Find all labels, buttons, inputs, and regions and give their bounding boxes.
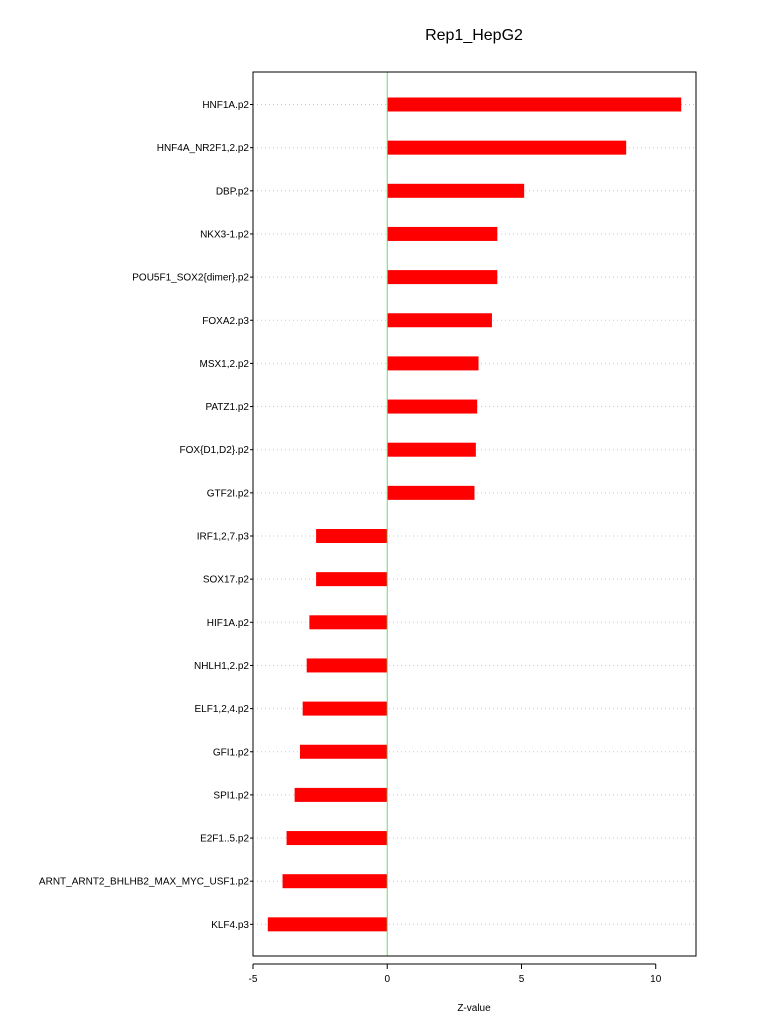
bar <box>387 227 497 241</box>
bar <box>283 874 388 888</box>
y-tick-label: ELF1,2,4.p2 <box>194 704 249 716</box>
bars <box>268 98 681 932</box>
y-tick-label: ARNT_ARNT2_BHLHB2_MAX_MYC_USF1.p2 <box>38 876 249 888</box>
y-tick-label: FOX{D1,D2}.p2 <box>179 445 249 457</box>
y-tick-label: IRF1,2,7.p3 <box>196 531 249 543</box>
bar <box>387 313 492 327</box>
bar <box>387 270 497 284</box>
bar <box>387 486 474 500</box>
bar <box>287 831 388 845</box>
y-tick-label: SPI1.p2 <box>213 790 249 802</box>
y-tick-label: SOX17.p2 <box>202 574 249 586</box>
plot-frame <box>253 72 696 956</box>
y-tick-label: POU5F1_SOX2{dimer}.p2 <box>132 272 249 284</box>
bar <box>268 917 387 931</box>
x-tick-label: 0 <box>384 974 391 985</box>
y-tick-label: GFI1.p2 <box>212 747 249 759</box>
bar <box>387 443 476 457</box>
y-tick-label: E2F1..5.p2 <box>200 833 249 845</box>
x-tick-label: 10 <box>650 974 662 985</box>
bar <box>309 615 387 629</box>
chart-title: Rep1_HepG2 <box>425 27 523 44</box>
bar <box>387 400 477 414</box>
y-tick-label: NKX3-1.p2 <box>200 229 249 241</box>
y-tick-label: HNF1A.p2 <box>202 100 249 111</box>
bar <box>316 529 387 543</box>
y-tick-label: MSX1,2.p2 <box>199 358 249 370</box>
x-axis <box>249 964 662 985</box>
y-tick-label: NHLH1,2.p2 <box>193 660 249 672</box>
bar <box>316 572 387 586</box>
bar <box>387 98 681 112</box>
x-tick-label: 5 <box>518 974 525 985</box>
y-tick-label: HNF4A_NR2F1,2.p2 <box>156 143 249 155</box>
bar <box>300 745 387 759</box>
bar <box>387 141 626 155</box>
y-tick-label: PATZ1.p2 <box>205 402 249 414</box>
x-tick-label: -5 <box>248 974 258 985</box>
y-tick-label: GTF2I.p2 <box>206 488 249 500</box>
y-tick-label: HIF1A.p2 <box>206 617 249 629</box>
bar <box>295 788 388 802</box>
bar <box>387 356 478 370</box>
y-tick-label: DBP.p2 <box>215 186 249 198</box>
bar <box>307 658 388 672</box>
x-axis-label: Z-value <box>457 1003 491 1014</box>
y-tick-labels <box>39 100 253 931</box>
bar <box>387 184 524 198</box>
y-tick-label: KLF4.p3 <box>211 919 249 931</box>
bar <box>303 702 388 716</box>
y-tick-label: FOXA2.p3 <box>202 315 249 327</box>
